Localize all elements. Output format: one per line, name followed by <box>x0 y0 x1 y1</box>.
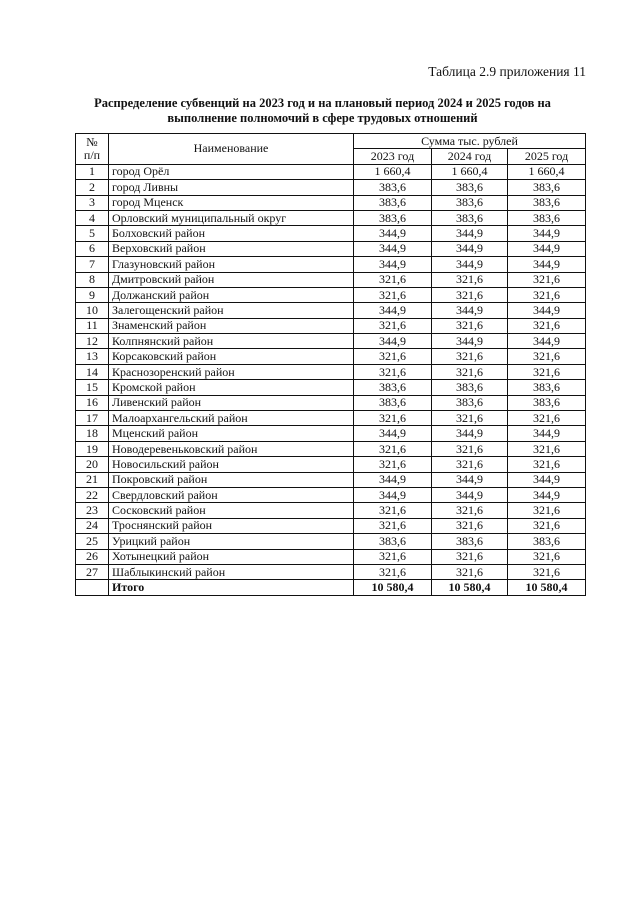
header-year-2023: 2023 год <box>354 149 432 164</box>
header-year-2025: 2025 год <box>508 149 586 164</box>
header-sum: Сумма тыс. рублей <box>354 134 586 149</box>
row-value-2024: 383,6 <box>432 180 508 195</box>
table-reference-note: Таблица 2.9 приложения 11 <box>428 64 586 79</box>
row-number: 13 <box>76 349 109 364</box>
row-value-2024: 344,9 <box>432 472 508 487</box>
table-total-row <box>76 580 586 595</box>
row-value-2024: 383,6 <box>432 534 508 549</box>
row-number: 12 <box>76 334 109 349</box>
table-row <box>76 503 586 518</box>
table-row <box>76 426 586 441</box>
row-number: 1 <box>76 164 109 179</box>
row-value-2023: 321,6 <box>354 564 432 579</box>
row-value-2023: 321,6 <box>354 318 432 333</box>
row-value-2025: 321,6 <box>508 457 586 472</box>
title-line-2: выполнение полномочий в сфере трудовых отношений <box>167 111 478 125</box>
table-row <box>76 564 586 579</box>
row-number: 15 <box>76 380 109 395</box>
row-value-2023: 344,9 <box>354 241 432 256</box>
row-value-2023: 383,6 <box>354 534 432 549</box>
table-row <box>76 441 586 456</box>
header-number <box>76 134 109 165</box>
row-value-2023: 344,9 <box>354 257 432 272</box>
row-name: Должанский район <box>109 287 354 302</box>
table-row <box>76 334 586 349</box>
row-value-2025: 1 660,4 <box>508 164 586 179</box>
row-number: 4 <box>76 210 109 225</box>
row-number: 23 <box>76 503 109 518</box>
row-name: Малоархангельский район <box>109 411 354 426</box>
row-value-2024: 344,9 <box>432 487 508 502</box>
row-value-2025: 321,6 <box>508 364 586 379</box>
row-value-2025: 321,6 <box>508 441 586 456</box>
row-value-2024: 344,9 <box>432 257 508 272</box>
row-value-2025: 383,6 <box>508 195 586 210</box>
header-year-2024: 2024 год <box>432 149 508 164</box>
row-value-2025: 321,6 <box>508 549 586 564</box>
row-value-2025: 321,6 <box>508 287 586 302</box>
row-value-2025: 344,9 <box>508 257 586 272</box>
total-2023: 10 580,4 <box>354 580 432 595</box>
row-number: 26 <box>76 549 109 564</box>
row-value-2023: 321,6 <box>354 457 432 472</box>
total-blank <box>76 580 109 595</box>
row-value-2025: 344,9 <box>508 426 586 441</box>
row-value-2023: 344,9 <box>354 334 432 349</box>
row-value-2025: 383,6 <box>508 180 586 195</box>
row-value-2024: 321,6 <box>432 441 508 456</box>
row-value-2024: 321,6 <box>432 518 508 533</box>
row-number: 6 <box>76 241 109 256</box>
table-row <box>76 272 586 287</box>
table-row <box>76 411 586 426</box>
row-number: 3 <box>76 195 109 210</box>
row-value-2024: 383,6 <box>432 380 508 395</box>
row-number: 2 <box>76 180 109 195</box>
row-value-2025: 321,6 <box>508 518 586 533</box>
table-row <box>76 287 586 302</box>
row-name: Кромской район <box>109 380 354 395</box>
row-value-2024: 383,6 <box>432 195 508 210</box>
row-value-2025: 321,6 <box>508 349 586 364</box>
row-value-2023: 383,6 <box>354 180 432 195</box>
row-value-2025: 344,9 <box>508 487 586 502</box>
header-number-bottom: п/п <box>83 147 101 162</box>
row-value-2023: 383,6 <box>354 380 432 395</box>
subsidy-table <box>75 133 586 596</box>
row-value-2023: 1 660,4 <box>354 164 432 179</box>
row-value-2025: 344,9 <box>508 334 586 349</box>
row-number: 18 <box>76 426 109 441</box>
row-value-2025: 383,6 <box>508 395 586 410</box>
row-number: 10 <box>76 303 109 318</box>
row-name: Знаменский район <box>109 318 354 333</box>
row-value-2025: 344,9 <box>508 303 586 318</box>
row-value-2024: 321,6 <box>432 564 508 579</box>
row-value-2023: 321,6 <box>354 349 432 364</box>
row-name: Краснозоренский район <box>109 364 354 379</box>
row-value-2023: 344,9 <box>354 472 432 487</box>
table-row <box>76 395 586 410</box>
row-value-2023: 321,6 <box>354 287 432 302</box>
row-name: город Ливны <box>109 180 354 195</box>
row-name: Верховский район <box>109 241 354 256</box>
row-value-2024: 321,6 <box>432 549 508 564</box>
row-number: 8 <box>76 272 109 287</box>
header-name: Наименование <box>109 134 354 165</box>
header-number-top: № <box>86 134 98 149</box>
row-number: 17 <box>76 411 109 426</box>
row-value-2025: 321,6 <box>508 318 586 333</box>
row-value-2023: 344,9 <box>354 303 432 318</box>
row-name: Сосковский район <box>109 503 354 518</box>
row-name: Троснянский район <box>109 518 354 533</box>
row-name: Урицкий район <box>109 534 354 549</box>
row-value-2023: 383,6 <box>354 210 432 225</box>
table-row <box>76 364 586 379</box>
row-name: Свердловский район <box>109 487 354 502</box>
row-value-2025: 321,6 <box>508 503 586 518</box>
row-name: Новодеревеньковский район <box>109 441 354 456</box>
row-value-2024: 1 660,4 <box>432 164 508 179</box>
table-row <box>76 457 586 472</box>
table-row <box>76 534 586 549</box>
row-name: город Орёл <box>109 164 354 179</box>
row-value-2024: 344,9 <box>432 426 508 441</box>
row-value-2023: 344,9 <box>354 426 432 441</box>
row-value-2025: 321,6 <box>508 272 586 287</box>
row-number: 9 <box>76 287 109 302</box>
row-name: Орловский муниципальный округ <box>109 210 354 225</box>
row-value-2024: 344,9 <box>432 241 508 256</box>
row-value-2025: 344,9 <box>508 241 586 256</box>
row-value-2025: 344,9 <box>508 226 586 241</box>
row-name: Глазуновский район <box>109 257 354 272</box>
table-row <box>76 472 586 487</box>
row-value-2024: 321,6 <box>432 272 508 287</box>
row-name: Колпнянский район <box>109 334 354 349</box>
row-value-2024: 383,6 <box>432 210 508 225</box>
row-value-2025: 383,6 <box>508 380 586 395</box>
row-number: 7 <box>76 257 109 272</box>
table-row <box>76 487 586 502</box>
table-row <box>76 226 586 241</box>
table-row <box>76 518 586 533</box>
table-row <box>76 210 586 225</box>
row-value-2023: 344,9 <box>354 226 432 241</box>
row-value-2024: 321,6 <box>432 503 508 518</box>
row-number: 27 <box>76 564 109 579</box>
row-value-2024: 383,6 <box>432 395 508 410</box>
row-name: Болховский район <box>109 226 354 241</box>
row-value-2023: 321,6 <box>354 549 432 564</box>
row-value-2025: 321,6 <box>508 564 586 579</box>
row-name: Хотынецкий район <box>109 549 354 564</box>
table-row <box>76 164 586 179</box>
row-number: 20 <box>76 457 109 472</box>
row-value-2024: 321,6 <box>432 318 508 333</box>
row-number: 14 <box>76 364 109 379</box>
row-number: 24 <box>76 518 109 533</box>
row-value-2023: 321,6 <box>354 364 432 379</box>
table-row <box>76 195 586 210</box>
row-name: Дмитровский район <box>109 272 354 287</box>
row-value-2023: 383,6 <box>354 195 432 210</box>
row-number: 25 <box>76 534 109 549</box>
row-number: 19 <box>76 441 109 456</box>
table-row <box>76 380 586 395</box>
row-number: 22 <box>76 487 109 502</box>
row-value-2023: 344,9 <box>354 487 432 502</box>
row-name: Ливенский район <box>109 395 354 410</box>
row-value-2025: 344,9 <box>508 472 586 487</box>
row-value-2025: 383,6 <box>508 210 586 225</box>
row-value-2024: 321,6 <box>432 349 508 364</box>
row-value-2023: 321,6 <box>354 503 432 518</box>
table-row <box>76 349 586 364</box>
total-2025: 10 580,4 <box>508 580 586 595</box>
total-2024: 10 580,4 <box>432 580 508 595</box>
row-name: Шаблыкинский район <box>109 564 354 579</box>
row-name: Корсаковский район <box>109 349 354 364</box>
table-row <box>76 241 586 256</box>
total-label: Итого <box>109 580 354 595</box>
row-name: Новосильский район <box>109 457 354 472</box>
row-value-2024: 344,9 <box>432 226 508 241</box>
row-value-2023: 321,6 <box>354 272 432 287</box>
table-row <box>76 180 586 195</box>
row-value-2024: 321,6 <box>432 287 508 302</box>
row-number: 11 <box>76 318 109 333</box>
row-value-2025: 383,6 <box>508 534 586 549</box>
row-value-2023: 321,6 <box>354 518 432 533</box>
row-value-2024: 321,6 <box>432 411 508 426</box>
row-value-2024: 344,9 <box>432 303 508 318</box>
row-value-2024: 321,6 <box>432 364 508 379</box>
table-row <box>76 318 586 333</box>
document-title <box>60 96 585 126</box>
row-name: Мценский район <box>109 426 354 441</box>
row-number: 21 <box>76 472 109 487</box>
row-value-2023: 321,6 <box>354 441 432 456</box>
row-name: город Мценск <box>109 195 354 210</box>
row-value-2024: 344,9 <box>432 334 508 349</box>
table-row <box>76 549 586 564</box>
row-value-2023: 321,6 <box>354 411 432 426</box>
row-name: Покровский район <box>109 472 354 487</box>
row-number: 5 <box>76 226 109 241</box>
title-line-1: Распределение субвенций на 2023 год и на плановый период 2024 и 2025 годов на <box>94 96 551 110</box>
row-value-2024: 321,6 <box>432 457 508 472</box>
row-value-2025: 321,6 <box>508 411 586 426</box>
table-row <box>76 303 586 318</box>
row-value-2023: 383,6 <box>354 395 432 410</box>
row-name: Залегощенский район <box>109 303 354 318</box>
row-number: 16 <box>76 395 109 410</box>
table-row <box>76 257 586 272</box>
